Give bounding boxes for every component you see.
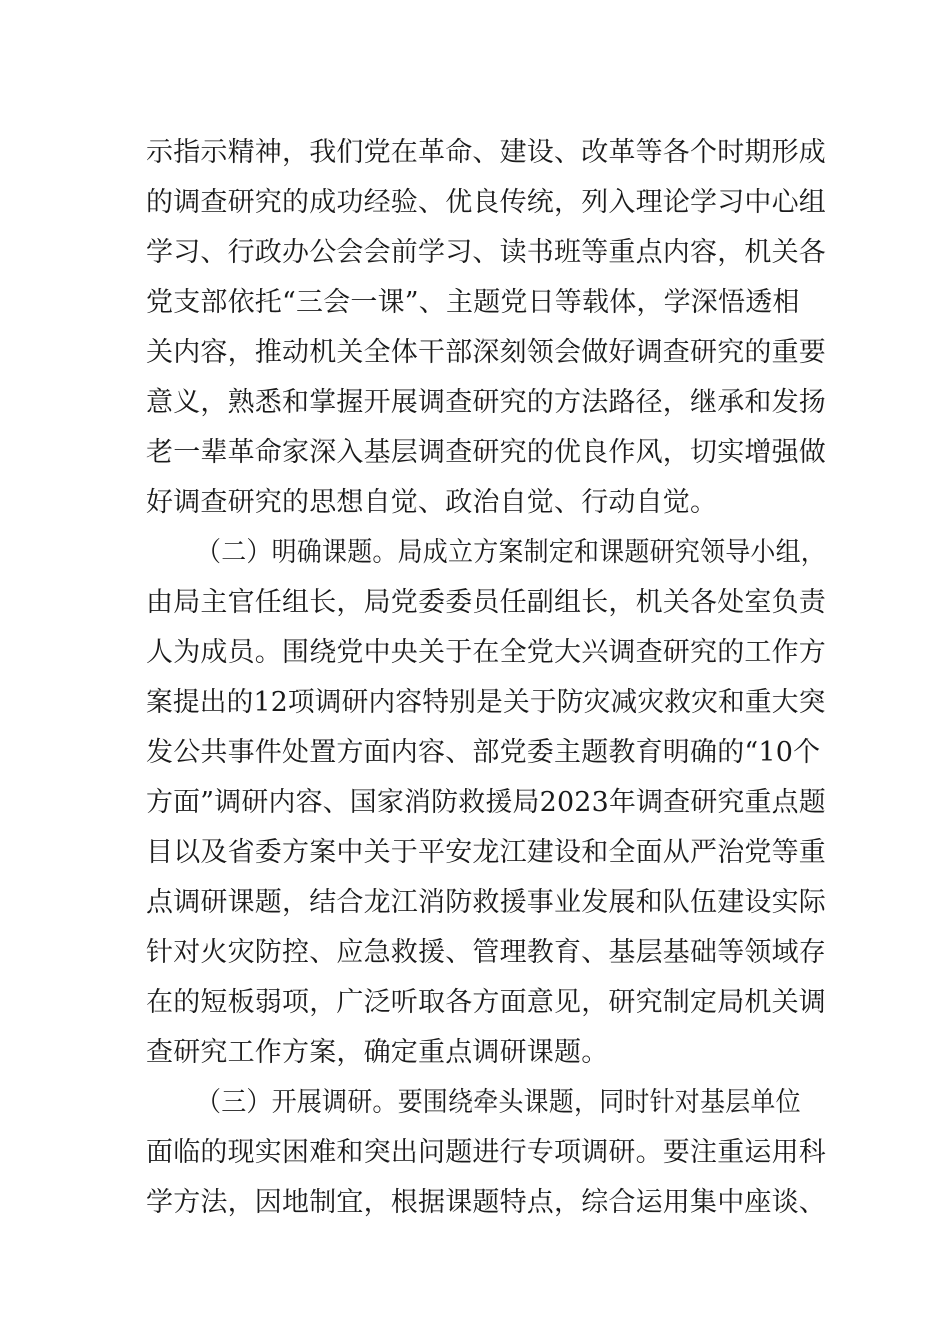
text-line: 在的短板弱项，广泛听取各方面意见，研究制定局机关调 [146,987,826,1018]
text-line: 的调查研究的成功经验、优良传统，列入理论学习中心组 [146,187,826,218]
text-line: 发公共事件处置方面内容、部党委主题教育明确的“10个 [146,737,821,768]
text-line: 党支部依托“三会一课”、主题党日等载体，学深悟透相 [146,287,800,318]
paragraph-heading-line: （三）开展调研。要围绕牵头课题，同时针对基层单位 [196,1087,801,1118]
text-line: 学习、行政办公会会前学习、读书班等重点内容，机关各 [146,237,826,268]
text-line: 方面”调研内容、国家消防救援局2023年调查研究重点题 [146,787,826,818]
text-line: 由局主官任组长，局党委委员任副组长，机关各处室负责 [146,587,826,618]
text-line: 意义，熟悉和掌握开展调查研究的方法路径，继承和发扬 [146,387,826,418]
text-line: 示指示精神，我们党在革命、建设、改革等各个时期形成 [146,137,826,168]
text-line: 针对火灾防控、应急救援、管理教育、基层基础等领域存 [146,937,826,968]
text-line: 查研究工作方案，确定重点调研课题。 [146,1037,609,1068]
text-line: 点调研课题，结合龙江消防救援事业发展和队伍建设实际 [146,887,826,918]
text-line: 面临的现实困难和突出问题进行专项调研。要注重运用科 [146,1137,826,1168]
text-line: 学方法，因地制宜，根据课题特点，综合运用集中座谈、 [146,1187,826,1218]
paragraph-heading-line: （二）明确课题。局成立方案制定和课题研究领导小组， [196,537,826,568]
text-line: 老一辈革命家深入基层调查研究的优良作风，切实增强做 [146,437,826,468]
text-line: 目以及省委方案中关于平安龙江建设和全面从严治党等重 [146,837,826,868]
text-line: 人为成员。围绕党中央关于在全党大兴调查研究的工作方 [146,637,826,668]
text-line: 好调查研究的思想自觉、政治自觉、行动自觉。 [146,487,718,518]
text-line: 案提出的12项调研内容特别是关于防灾减灾救灾和重大突 [146,687,826,718]
text-line: 关内容，推动机关全体干部深刻领会做好调查研究的重要 [146,337,826,368]
